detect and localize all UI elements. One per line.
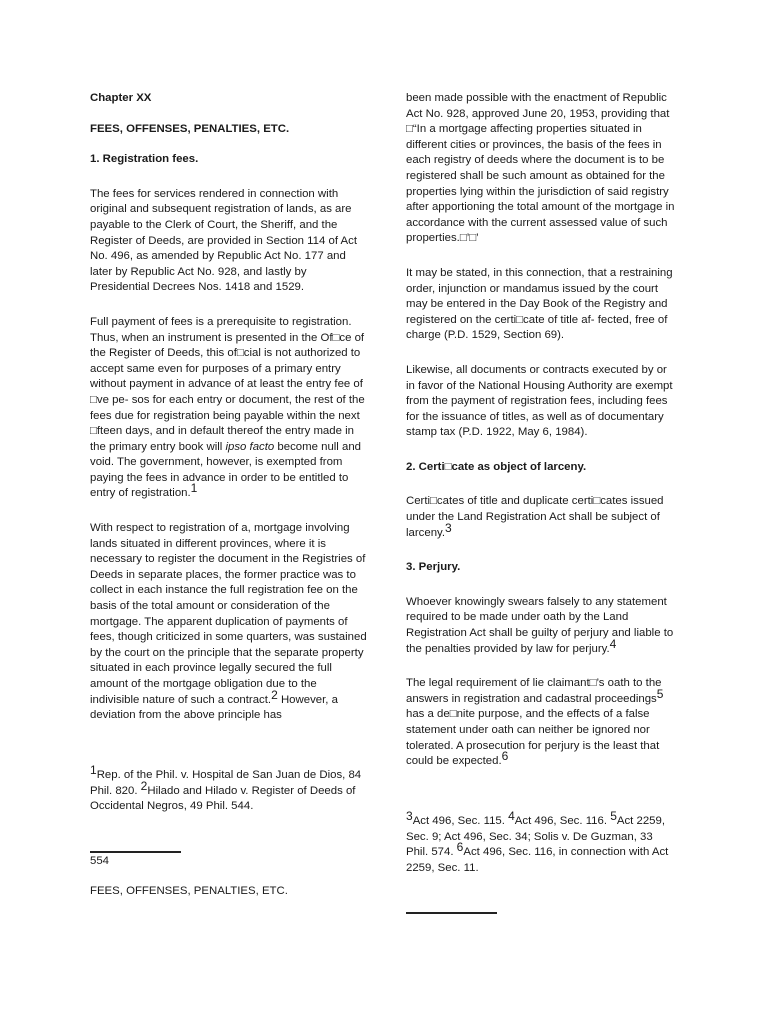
footnote-ref-2: 2 [271, 687, 278, 702]
footnotes-left [90, 763, 370, 815]
paragraph-housing-authority: Likewise, all documents or contracts executed by or in favor of the National Housing Authority are exempt from the payment of registration fees, including fees for the issuance of titles, as well as of documentary stamp tax (P.D. 1922, May 6, 1984). [406, 363, 673, 439]
left-column [90, 91, 368, 724]
footnote-ref-1: 1 [190, 481, 198, 496]
page-number: 554 [90, 855, 110, 867]
footnote-text-5: Act 2259, Sec. 9; Act 496, Sec. 34; Solis v. De Guzman, 33 Phil. 574. [406, 815, 666, 859]
footnote-text-3: Act 496, Sec. 115. [412, 815, 509, 827]
footnote-marker-2: 2 [140, 778, 148, 793]
footnote-marker-5: 5 [610, 809, 617, 823]
footnote-marker-3: 3 [406, 809, 413, 823]
footnote-marker-1: 1 [90, 763, 97, 777]
right-column [406, 91, 678, 770]
footnote-ref-3: 3 [445, 520, 452, 535]
paragraph-republic-act: been made possible with the enactment of Republic Act No. 928, approved June 20, 1953, providing that □“In a mortgage affecting properties situated in different cities or provinces, the basis of the fees in each registry of deeds where the document is to be registered shall be such amount as obtained for the properties lying within the jurisdiction of said registry after apportioning the total amount of the mortgage in accordance with the current assessed value of such properties.□’□’ [406, 92, 675, 245]
footnote-rule [406, 912, 497, 914]
section-title-perjury: 3. Perjury. [406, 561, 461, 574]
paragraph-full-payment-text: Full payment of fees is a prerequisite to registration. Thus, when an instrument is presented in the Of□ce of the Register of Deeds, this of□cial is not authorized to accept same even for purposes of a primary entry without payment in advance of at least the entry fee of □ve pe- sos for each entry or document, the rest of the fees due for registration being payable within the next □fteen days, and in default thereof the entry made in the primary entry book will [90, 315, 365, 453]
latin-phrase: ipso facto [225, 440, 275, 453]
paragraph-oath-text-end: has a de□nite purpose, and the effects of a false statement under oath can neither be ignored nor tolerated. A prosecution for perjury is the least that could be expected. [406, 708, 660, 768]
paragraph-perjury-text: Whoever knowingly swears falsely to any statement required to be made under oath by the Land Registration Act shall be guilty of perjury and liable to the penalties provided by law for perjury. [406, 595, 674, 655]
paragraph-mortgage [90, 521, 368, 724]
footnote-right [406, 809, 678, 876]
paragraph-larceny-text: Certi□cates of title and duplicate certi□cates issued under the Land Registration Act shall be subject of larceny. [406, 495, 664, 539]
footnote-ref-5: 5 [656, 686, 664, 701]
footnote-text-2: Hilado and Hilado v. Register of Deeds of Occidental Negros, 49 Phil. 544. [90, 784, 356, 813]
paragraph-fees: The fees for services rendered in connection with original and subsequent registration of lands, as are payable to the Clerk of Court, the Sheriff, and the Register of Deeds, are provided in Section 114 of Act No. 496, as amended by Republic Act No. 177 and later by Republic Act No. 928, and lastly by Presidential Decrees Nos. 1418 and 1529. [90, 187, 357, 294]
section-title-larceny: 2. Certi□cate as object of larceny. [406, 460, 587, 473]
footnote-text-1: Rep. of the Phil. v. Hospital de San Juan de Dios, 84 Phil. 820. [90, 769, 362, 797]
paragraph-oath [406, 676, 678, 770]
running-footer: FEES, OFFENSES, PENALTIES, ETC. [90, 885, 288, 897]
footnote-ref-6: 6 [501, 749, 509, 764]
paragraph-oath-text: The legal requirement of lie claimant□’s oath to the answers in registration and cadastral proceedings [406, 677, 662, 705]
paragraph-full-payment-text-end: become null and void. The government, however, is exempted from paying the fees in advance in order to be entitled to entry of registration. [90, 440, 362, 500]
section-title-registration-fees: 1. Registration fees. [90, 153, 199, 166]
page-number-rule [90, 851, 181, 853]
footnote-marker-4: 4 [508, 809, 515, 823]
paragraph-perjury [406, 595, 678, 657]
paragraph-mortgage-text: With respect to registration of a, mortgage involving lands situated in different provinces, where it is necessary to register the document in the Registries of Deeds in separate places, the former practice was to collect in each instance the full registration fee on the basis of the total amount or consideration of the mortgage. The apparent duplication of payments of fees, though criticized in some quarters, was sustained by the court on the principle that the separate property situated in each province legally secured the full amount of the mortgage obligation due to the indivisible nature of such a contract. [90, 522, 367, 706]
footnote-marker-6: 6 [456, 840, 464, 855]
footnote-ref-4: 4 [609, 636, 617, 651]
paragraph-mortgage-continuation: However, a deviation from the above principle has [90, 693, 338, 722]
footnote-left [90, 763, 370, 815]
footnotes-right [406, 809, 678, 876]
footnote-text-6: Act 496, Sec. 116, in connection with Act 2259, Sec. 11. [406, 846, 669, 874]
paragraph-restraining-order: It may be stated, in this connection, that a restraining order, injunction or mandamus issued by the court may be entered in the Day Book of the Registry and registered on the certi□cate of title af- fected, free of charge (P.D. 1529, Section 69). [406, 266, 673, 342]
chapter-label: Chapter XX [90, 92, 152, 104]
paragraph-larceny [406, 494, 678, 541]
paragraph-full-payment [90, 315, 368, 502]
footnote-text-4: Act 496, Sec. 116. [514, 815, 611, 827]
chapter-heading: FEES, OFFENSES, PENALTIES, ETC. [90, 122, 290, 135]
